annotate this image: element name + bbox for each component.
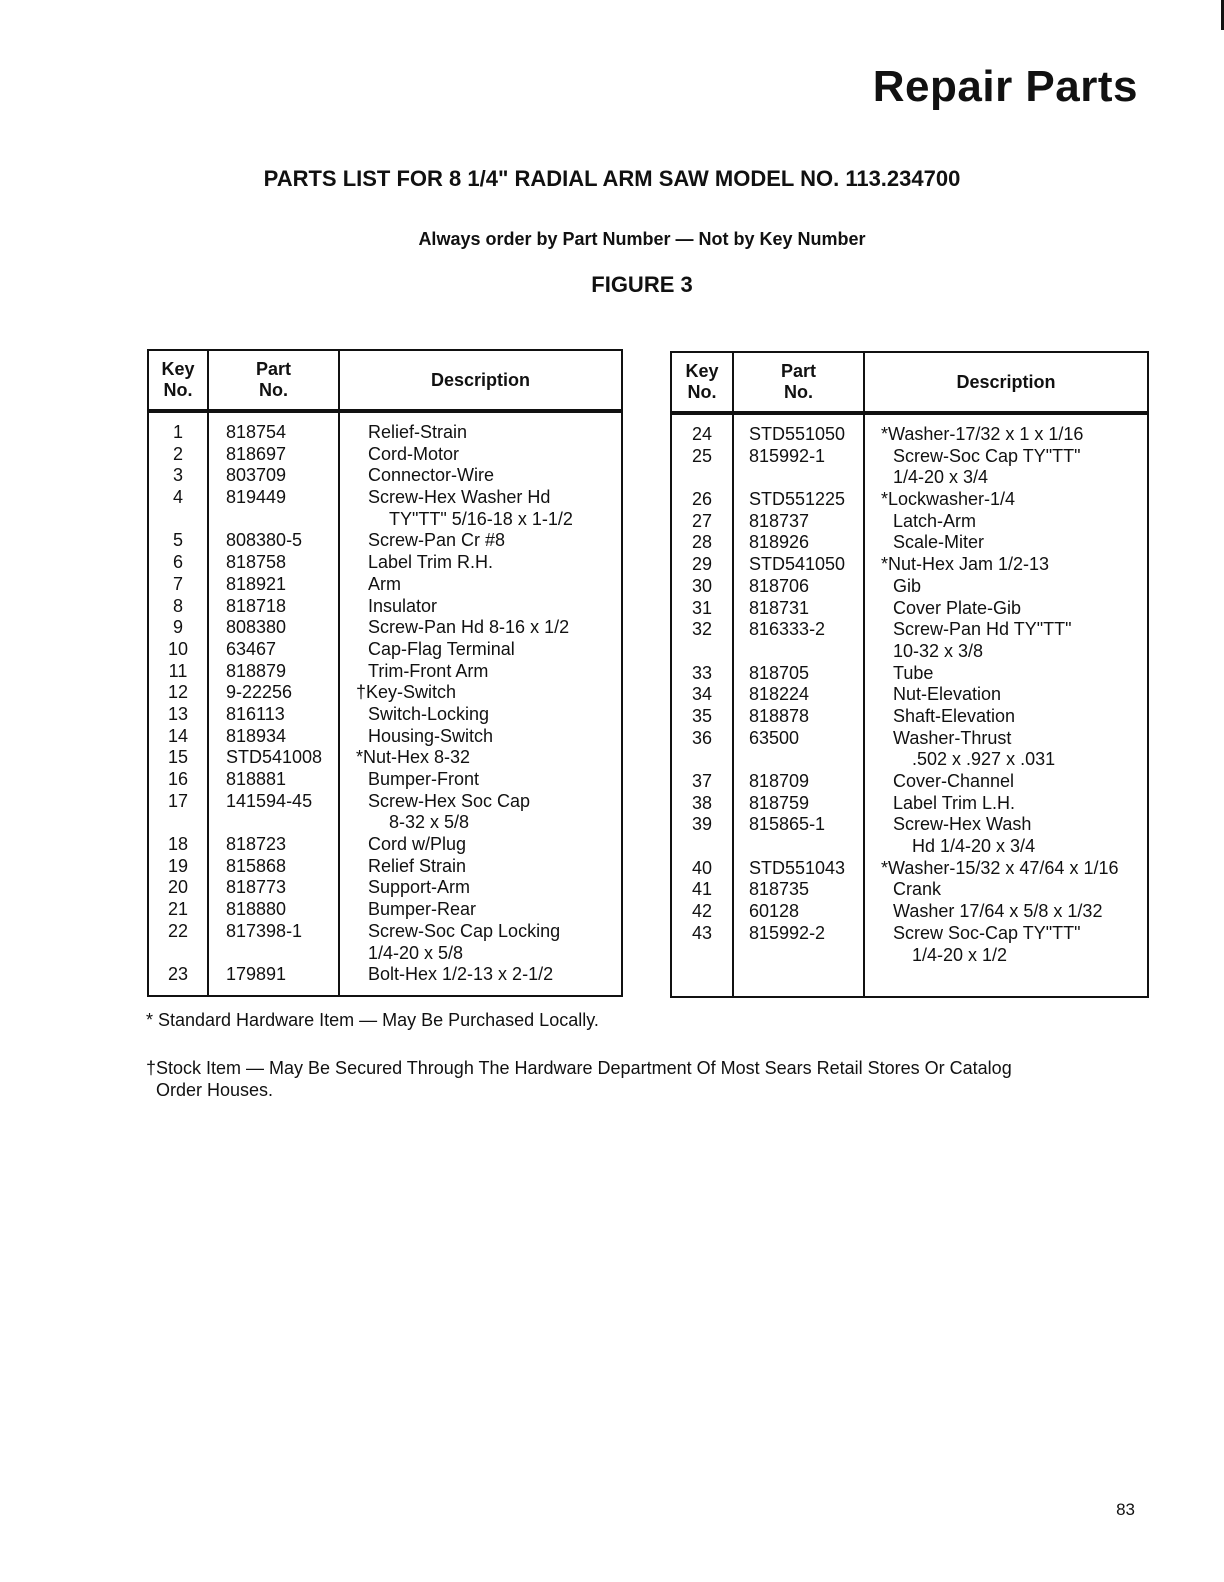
part-number: 818759 [749, 792, 810, 813]
part-number: 818921 [226, 573, 287, 594]
part-number: 818706 [749, 575, 810, 596]
key-number: 14 [167, 725, 189, 746]
part-description: Connector-Wire [368, 465, 495, 486]
part-number: 818718 [226, 595, 287, 616]
table-row [672, 641, 1147, 663]
part-number: 818705 [749, 662, 810, 683]
table-row [672, 598, 1147, 620]
table-row [149, 791, 621, 813]
part-description: Scale-Miter [893, 532, 985, 553]
table-row [149, 964, 621, 986]
parts-table-right [670, 351, 1149, 998]
description-header: Description [956, 371, 1056, 392]
part-number: 819449 [226, 487, 287, 508]
part-number: 815868 [226, 855, 287, 876]
part-number: 818881 [226, 769, 287, 789]
table-body [149, 422, 621, 986]
part-number: 818697 [226, 443, 287, 464]
key-number: 23 [167, 964, 189, 985]
part-number: STD541050 [749, 554, 846, 575]
table-row [672, 814, 1147, 836]
part-number: STD551050 [749, 424, 846, 444]
part-description: Hd 1/4-20 x 3/4 [912, 836, 1036, 857]
table-row [149, 552, 621, 574]
table-row [672, 728, 1147, 750]
part-number: 816113 [226, 703, 285, 724]
part-description: Trim-Front Arm [368, 660, 489, 681]
part-number: 815992-2 [749, 922, 826, 943]
part-description: Bolt-Hex 1/2-13 x 2-1/2 [368, 964, 554, 985]
part-description: Washer-Thrust [893, 727, 1012, 748]
key-number: 2 [172, 443, 183, 464]
key-number: 15 [167, 747, 189, 768]
table-row [672, 424, 1147, 446]
table-row [149, 596, 621, 618]
footnote-stock-item [146, 1057, 1012, 1101]
part-description: Relief Strain [368, 855, 467, 876]
key-number: 4 [172, 487, 183, 508]
key-number: 26 [691, 489, 713, 510]
parts-list-subtitle: PARTS LIST FOR 8 1/4" RADIAL ARM SAW MODEL NO. 113.234700 [263, 166, 961, 191]
part-description: 1/4-20 x 1/2 [912, 944, 1008, 965]
key-number: 17 [167, 790, 189, 811]
table-row [672, 706, 1147, 728]
table-row [149, 487, 621, 509]
table-body [672, 424, 1147, 966]
table-row [149, 465, 621, 487]
table-row [149, 661, 621, 683]
part-description: Screw-Pan Cr #8 [368, 530, 506, 551]
part-description: Screw-Soc Cap TY"TT" [893, 445, 1081, 466]
key-number: 37 [691, 771, 713, 791]
part-number: STD551043 [749, 857, 846, 878]
part-description: 1/4-20 x 3/4 [893, 467, 989, 488]
table-row [672, 663, 1147, 685]
part-description: Nut-Elevation [893, 684, 1002, 705]
table-row [672, 858, 1147, 880]
part-description: Screw-Pan Hd 8-16 x 1/2 [368, 617, 570, 638]
table-row [672, 532, 1147, 554]
part-description: Housing-Switch [368, 725, 494, 746]
footnote-standard-hardware: * Standard Hardware Item — May Be Purchased Locally. [146, 1010, 599, 1030]
part-number: 63500 [749, 727, 800, 748]
part-number: 9-22256 [226, 682, 293, 703]
part-description: Bumper-Rear [368, 899, 477, 920]
part-description: Cover-Channel [893, 771, 1015, 791]
key-number: 34 [691, 684, 713, 705]
table-row [149, 834, 621, 856]
part-number: 803709 [226, 465, 287, 486]
part-number: 808380-5 [226, 530, 303, 551]
part-description: Screw-Pan Hd TY"TT" [893, 619, 1072, 640]
footnote-stock-line1: †Stock Item — May Be Secured Through The Hardware Department Of Most Sears Retail Stores Or Catalog [146, 1058, 1012, 1078]
part-number: 818731 [749, 597, 810, 618]
part-description: 10-32 x 3/8 [893, 640, 984, 661]
table-row [672, 489, 1147, 511]
key-no-header: Key No. [685, 361, 719, 402]
table-row [672, 749, 1147, 771]
part-number: 818758 [226, 552, 287, 573]
part-number: 815865-1 [749, 814, 826, 835]
key-number: 40 [691, 857, 713, 878]
key-number: 10 [167, 638, 189, 659]
key-number: 42 [691, 901, 713, 922]
part-description: Label Trim R.H. [368, 552, 494, 573]
table-row [149, 921, 621, 943]
key-number: 20 [167, 877, 189, 898]
table-row [672, 619, 1147, 641]
page-number: 83 [1116, 1500, 1135, 1519]
key-number: 18 [167, 834, 189, 855]
table-row [149, 704, 621, 726]
part-number: 818709 [749, 771, 810, 791]
key-number: 38 [691, 792, 713, 813]
part-description: Screw-Hex Soc Cap [368, 790, 531, 811]
table-row [672, 793, 1147, 815]
part-description: Tube [893, 662, 934, 683]
part-number: 818926 [749, 532, 810, 553]
key-number: 36 [691, 727, 713, 748]
part-description: *Washer-17/32 x 1 x 1/16 [881, 424, 1084, 444]
table-row [672, 554, 1147, 576]
table-row [672, 511, 1147, 533]
table-row [672, 836, 1147, 858]
key-number: 32 [691, 619, 713, 640]
table-row [149, 530, 621, 552]
part-description: Support-Arm [368, 877, 471, 898]
part-description: .502 x .927 x .031 [912, 749, 1056, 770]
table-row [672, 684, 1147, 706]
table-row [149, 639, 621, 661]
table-row [149, 617, 621, 639]
part-number: 818879 [226, 660, 287, 681]
part-description: Bumper-Front [368, 769, 480, 789]
part-number: 60128 [749, 901, 800, 922]
page-title: Repair Parts [872, 62, 1138, 111]
part-no-header: Part No. [780, 361, 816, 402]
table-header [149, 351, 621, 413]
part-description: Washer 17/64 x 5/8 x 1/32 [893, 901, 1103, 922]
table-row [149, 769, 621, 791]
table-row [149, 574, 621, 596]
part-description: Insulator [368, 595, 438, 616]
key-number: 33 [691, 662, 713, 683]
key-number: 3 [172, 465, 183, 486]
part-no-header: Part No. [255, 359, 291, 400]
part-description: Cap-Flag Terminal [368, 638, 515, 659]
table-row [149, 444, 621, 466]
key-number: 19 [167, 855, 189, 876]
parts-table-left [147, 349, 623, 997]
table-row [149, 682, 621, 704]
part-number: 818878 [749, 705, 810, 726]
part-description: *Nut-Hex Jam 1/2-13 [881, 554, 1050, 575]
table-row [672, 446, 1147, 468]
key-number: 8 [172, 595, 183, 616]
part-description: Screw-Hex Wash [893, 814, 1032, 835]
part-description: *Nut-Hex 8-32 [356, 747, 471, 768]
table-row [672, 467, 1147, 489]
part-description: 1/4-20 x 5/8 [368, 942, 464, 963]
table-row [149, 812, 621, 834]
table-row [149, 943, 621, 965]
part-number: 818224 [749, 684, 810, 705]
part-description: Arm [368, 573, 401, 594]
part-number: 141594-45 [226, 790, 313, 811]
part-description: Screw-Hex Washer Hd [368, 487, 551, 508]
table-row [672, 945, 1147, 967]
part-description: †Key-Switch [356, 682, 457, 703]
table-row [149, 509, 621, 531]
key-number: 29 [691, 554, 713, 575]
part-number: 179891 [226, 964, 287, 985]
part-description: 8-32 x 5/8 [389, 812, 470, 833]
part-number: STD551225 [749, 489, 846, 510]
table-row [672, 901, 1147, 923]
key-number: 22 [167, 920, 189, 941]
part-description: Crank [893, 879, 942, 900]
key-number: 12 [167, 682, 189, 703]
part-description: Shaft-Elevation [893, 705, 1016, 726]
part-description: Cover Plate-Gib [893, 597, 1022, 618]
table-row [149, 856, 621, 878]
part-number: 818934 [226, 725, 287, 746]
part-number: 63467 [226, 638, 277, 659]
key-number: 13 [167, 703, 189, 724]
table-row [672, 879, 1147, 901]
table-row [149, 422, 621, 444]
key-number: 31 [691, 597, 713, 618]
part-number: 816333-2 [749, 619, 826, 640]
key-number: 28 [691, 532, 713, 553]
table-row [149, 747, 621, 769]
key-number: 5 [172, 530, 183, 551]
key-number: 21 [167, 899, 189, 920]
key-number: 35 [691, 705, 713, 726]
part-number: 818735 [749, 879, 810, 900]
key-number: 30 [691, 575, 713, 596]
table-row [672, 923, 1147, 945]
key-no-header: Key No. [161, 359, 195, 400]
key-number: 9 [172, 617, 183, 638]
key-number: 6 [172, 552, 183, 573]
part-number: 815992-1 [749, 445, 826, 466]
order-note: Always order by Part Number — Not by Key Number [418, 229, 866, 249]
part-description: Label Trim L.H. [893, 792, 1016, 813]
key-number: 7 [172, 573, 183, 594]
part-description: *Lockwasher-1/4 [881, 489, 1016, 510]
part-number: 818880 [226, 899, 287, 920]
part-description: Switch-Locking [368, 703, 490, 724]
part-description: Latch-Arm [893, 510, 977, 531]
part-description: Screw-Soc Cap Locking [368, 920, 561, 941]
key-number: 27 [691, 510, 713, 531]
part-description: Cord w/Plug [368, 834, 467, 855]
key-number: 24 [691, 424, 713, 444]
part-number: 818737 [749, 510, 810, 531]
key-number: 1 [172, 422, 183, 442]
part-number: 817398-1 [226, 920, 303, 941]
part-number: STD541008 [226, 747, 323, 768]
table-row [149, 899, 621, 921]
part-description: Cord-Motor [368, 443, 460, 464]
figure-label: FIGURE 3 [591, 272, 693, 297]
part-description: Relief-Strain [368, 422, 468, 442]
part-number: 808380 [226, 617, 287, 638]
table-row [149, 726, 621, 748]
table-row [672, 576, 1147, 598]
part-description: Screw Soc-Cap TY"TT" [893, 922, 1081, 943]
part-number: 818754 [226, 422, 287, 442]
part-description: TY"TT" 5/16-18 x 1-1/2 [389, 508, 573, 529]
key-number: 25 [691, 445, 713, 466]
table-row [149, 877, 621, 899]
part-description: Gib [893, 575, 922, 596]
key-number: 39 [691, 814, 713, 835]
key-number: 11 [168, 660, 188, 681]
part-number: 818723 [226, 834, 287, 855]
key-number: 41 [691, 879, 713, 900]
key-number: 43 [691, 922, 713, 943]
description-header: Description [430, 369, 531, 390]
key-number: 16 [167, 769, 189, 789]
part-number: 818773 [226, 877, 287, 898]
part-description: *Washer-15/32 x 47/64 x 1/16 [881, 857, 1119, 878]
table-row [672, 771, 1147, 793]
table-header [672, 353, 1147, 415]
footnote-stock-line2: Order Houses. [156, 1080, 274, 1100]
